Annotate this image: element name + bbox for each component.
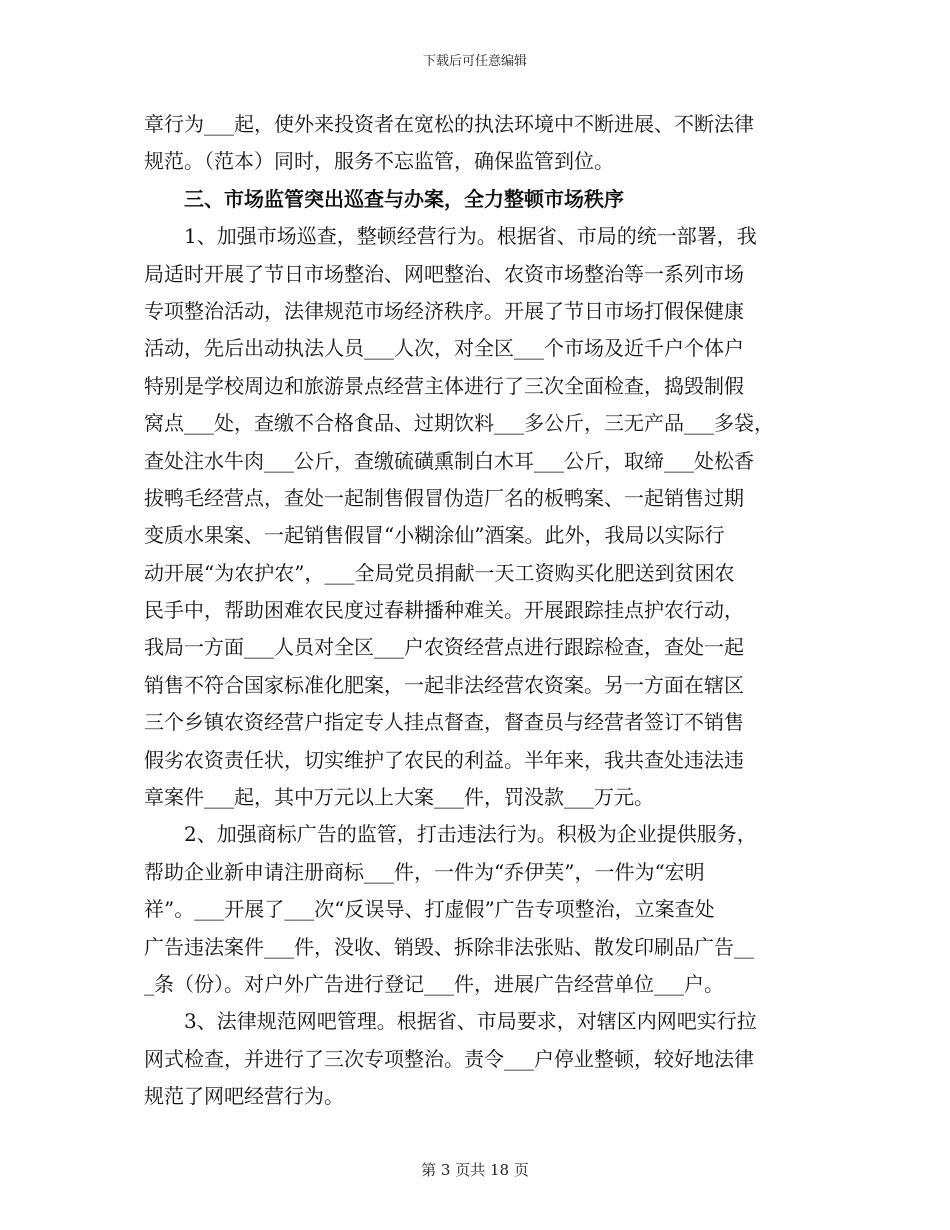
body-line: 祥”。___开展了___次“反误导、打虚假”广告专项整治，立案查处 [144,897,715,922]
body-line: 章案件___起，其中万元以上大案___件，罚没款___万元。 [144,785,654,810]
body-line: 特别是学校周边和旅游景点经营主体进行了三次全面检查，捣毁制假 [144,373,744,398]
body-line: 专项整治活动，法律规范市场经济秩序。开展了节日市场打假保健康 [144,298,744,323]
body-line: 章行为___起，使外来投资者在宽松的执法环境中不断进展、不断法律 [144,112,754,136]
body-line: 动开展“为农护农”，___全局党员捐献一天工资购买化肥送到贫困农 [144,560,735,585]
paragraph-start-line: 2、加强商标广告的监管，打击违法行为。积极为企业提供服务， [184,822,757,847]
document-body [144,106,814,1116]
body-line: 广告违法案件___件，没收、销毁、拆除非法张贴、散发印刷品广告__ [144,934,754,959]
body-line: 窝点___处，查缴不合格食品、过期饮料___多公斤，三无产品___多袋， [144,411,774,436]
body-line: _条（份）。对户外广告进行登记___件，进展广告经营单位___户。 [144,971,724,996]
page-number-footer: 第 3 页共 18 页 [421,1161,529,1179]
body-line: 销售不符合国家标准化肥案，一起非法经营农资案。另一方面在辖区 [144,672,744,697]
body-line: 活动，先后出动执法人员___人次，对全区___个市场及近千户个体户 [144,336,744,361]
paragraph-start-line: 3、法律规范网吧管理。根据省、市局要求，对辖区内网吧实行拉 [184,1009,757,1034]
body-line: 规范了网吧经营行为。 [144,1084,344,1109]
body-line: 网式检查，并进行了三次专项整治。责令___户停业整顿，较好地法律 [144,1046,754,1071]
body-line: 查处注水牛肉___公斤，查缴硫磺熏制白木耳___公斤，取缔___处松香 [144,448,754,473]
body-line: 局适时开展了节日市场整治、网吧整治、农资市场整治等一系列市场 [144,261,744,286]
body-line: 假劣农资责任状，切实维护了农民的利益。半年来，我共查处违法违 [144,747,744,772]
page-header-note: 下载后可任意编辑 [422,54,527,69]
body-line: 三个乡镇农资经营户指定专人挂点督查，督查员与经营者签订不销售 [144,710,744,735]
section-heading: 三、市场监管突出巡查与办案，全力整顿市场秩序 [184,186,624,211]
body-line: 规范。（范本）同时，服务不忘监管，确保监管到位。 [144,149,614,174]
body-line: 拔鸭毛经营点，查处一起制售假冒伪造厂名的板鸭案、一起销售过期 [144,485,744,510]
body-line: 我局一方面___人员对全区___户农资经营点进行跟踪检查，查处一起 [144,635,744,660]
body-line: 变质水果案、一起销售假冒“小糊涂仙”酒案。此外，我局以实际行 [144,523,725,548]
body-line: 民手中，帮助困难农民度过春耕播种难关。开展跟踪挂点护农行动， [144,598,744,623]
paragraph-start-line: 1、加强市场巡查，整顿经营行为。根据省、市局的统一部署，我 [184,224,757,249]
body-line: 帮助企业新申请注册商标___件，一件为“乔伊芙”，一件为“宏明 [144,859,705,884]
